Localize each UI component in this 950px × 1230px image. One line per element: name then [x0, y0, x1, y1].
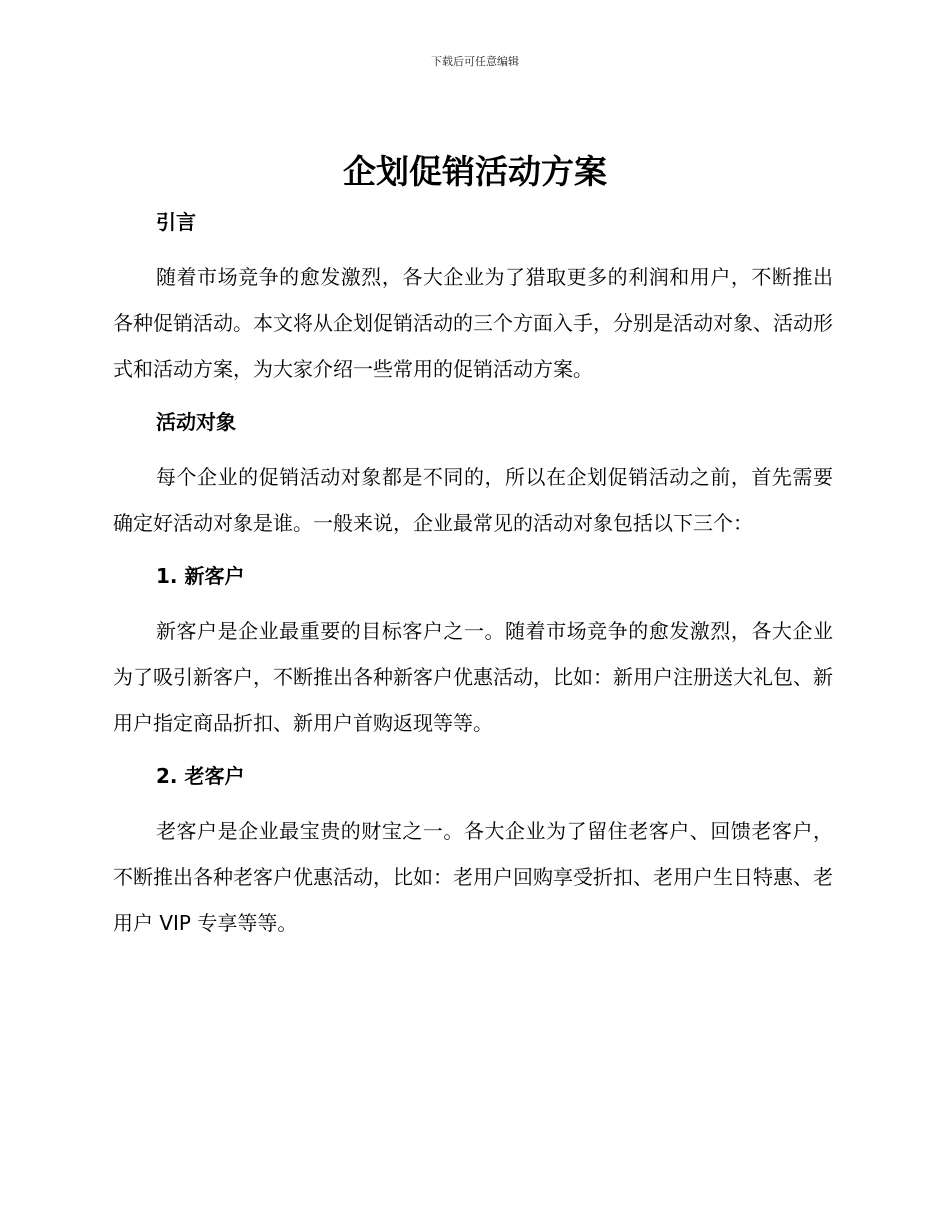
- document-body: [113, 202, 833, 946]
- section-paragraph: 老客户是企业最宝贵的财宝之一。各大企业为了留住老客户、回馈老客户，不断推出各种老客户优惠活动，比如：老用户回购享受折扣、老用户生日特惠、老用户 VIP 专享等等。: [113, 819, 833, 935]
- page-header-note: 下载后可任意编辑: [431, 55, 519, 68]
- section-heading: 1. 新客户: [156, 564, 245, 588]
- section-heading: 引言: [156, 210, 196, 234]
- section-paragraph: 每个企业的促销活动对象都是不同的，所以在企划促销活动之前，首先需要确定好活动对象是谁。一般来说，企业最常见的活动对象包括以下三个：: [113, 465, 833, 535]
- document-title: 企划促销活动方案: [343, 152, 607, 191]
- section-introduction: [113, 202, 833, 402]
- section-paragraph: 随着市场竞争的愈发激烈，各大企业为了猎取更多的利润和用户，不断推出各种促销活动。本文将从企划促销活动的三个方面入手，分别是活动对象、活动形式和活动方案，为大家介绍一些常用的促销活动方案。: [113, 265, 833, 381]
- section-activity-target: [113, 402, 833, 556]
- section-old-customers: [113, 756, 833, 946]
- section-heading: 活动对象: [156, 410, 236, 434]
- section-heading: 2. 老客户: [156, 764, 245, 788]
- section-new-customers: [113, 556, 833, 756]
- section-paragraph: 新客户是企业最重要的目标客户之一。随着市场竞争的愈发激烈，各大企业为了吸引新客户，不断推出各种新客户优惠活动，比如：新用户注册送大礼包、新用户指定商品折扣、新用户首购返现等等。: [113, 619, 833, 735]
